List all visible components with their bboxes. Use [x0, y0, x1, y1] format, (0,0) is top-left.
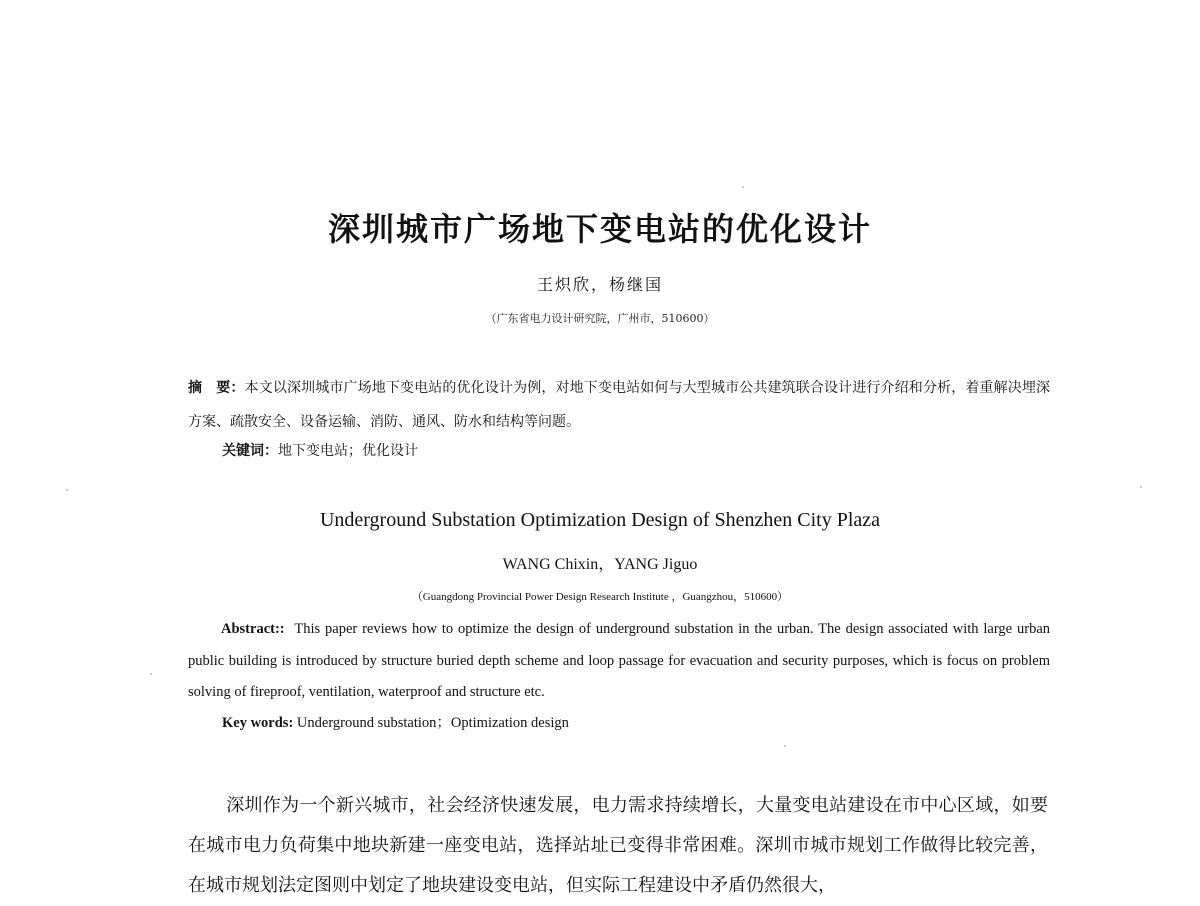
english-keywords-label: Key words: [222, 715, 294, 731]
english-authors: WANG Chixin，YANG Jiguo [502, 556, 698, 573]
scan-speck [150, 673, 152, 675]
english-abstract [188, 614, 1050, 709]
chinese-title: 深圳城市广场地下变电站的优化设计 [327, 210, 872, 248]
chinese-keywords-label: 关键词： [222, 443, 278, 459]
scan-speck [784, 745, 786, 747]
chinese-keywords [222, 440, 1042, 460]
english-keywords-text: Underground substation；Optimization design [296, 715, 569, 731]
body-paragraph-text: 深圳作为一个新兴城市，社会经济快速发展，电力需求持续增长，大量变电站建设在市中心区域，如要在城市电力负荷集中地块新建一座变电站，选择站址已变得非常困难。深圳市城市规划工作做得比较完善，在城市规划法定图则中划定了地块建设变电站，但实际工程建设中矛盾仍然很大， [188, 795, 1048, 896]
english-affiliation: （Guangdong Provincial Power Design Research Institute ，Guangzhou，510600） [411, 591, 789, 603]
english-title: Underground Substation Optimization Design of Shenzhen City Plaza [319, 509, 881, 531]
english-abstract-text: This paper reviews how to optimize the design of underground substation in the urban. The design associated with large urban public building is introduced by structure buried depth scheme and loop passage for evacuation and security purposes, which is focus on problem solving of fireproof, ventilation, waterproof and structure etc. [188, 621, 1050, 700]
chinese-keywords-text: 地下变电站；优化设计 [278, 443, 418, 459]
chinese-affiliation: （广东省电力设计研究院，广州市，510600） [485, 312, 715, 325]
chinese-authors: 王炽欣，杨继国 [536, 275, 663, 294]
chinese-abstract-text: 本文以深圳城市广场地下变电站的优化设计为例，对地下变电站如何与大型城市公共建筑联合设计进行介绍和分析，着重解决埋深方案、疏散安全、设备运输、消防、通风、防水和结构等问题。 [188, 380, 1051, 430]
english-abstract-label: Abstract:: [221, 621, 285, 637]
scan-speck [742, 186, 744, 188]
chinese-abstract-label: 摘 要： [188, 380, 245, 396]
chinese-abstract [188, 371, 1050, 439]
body-paragraph [188, 786, 1048, 906]
english-keywords [222, 711, 1042, 732]
scan-speck [66, 489, 68, 491]
scan-speck [1140, 486, 1142, 488]
